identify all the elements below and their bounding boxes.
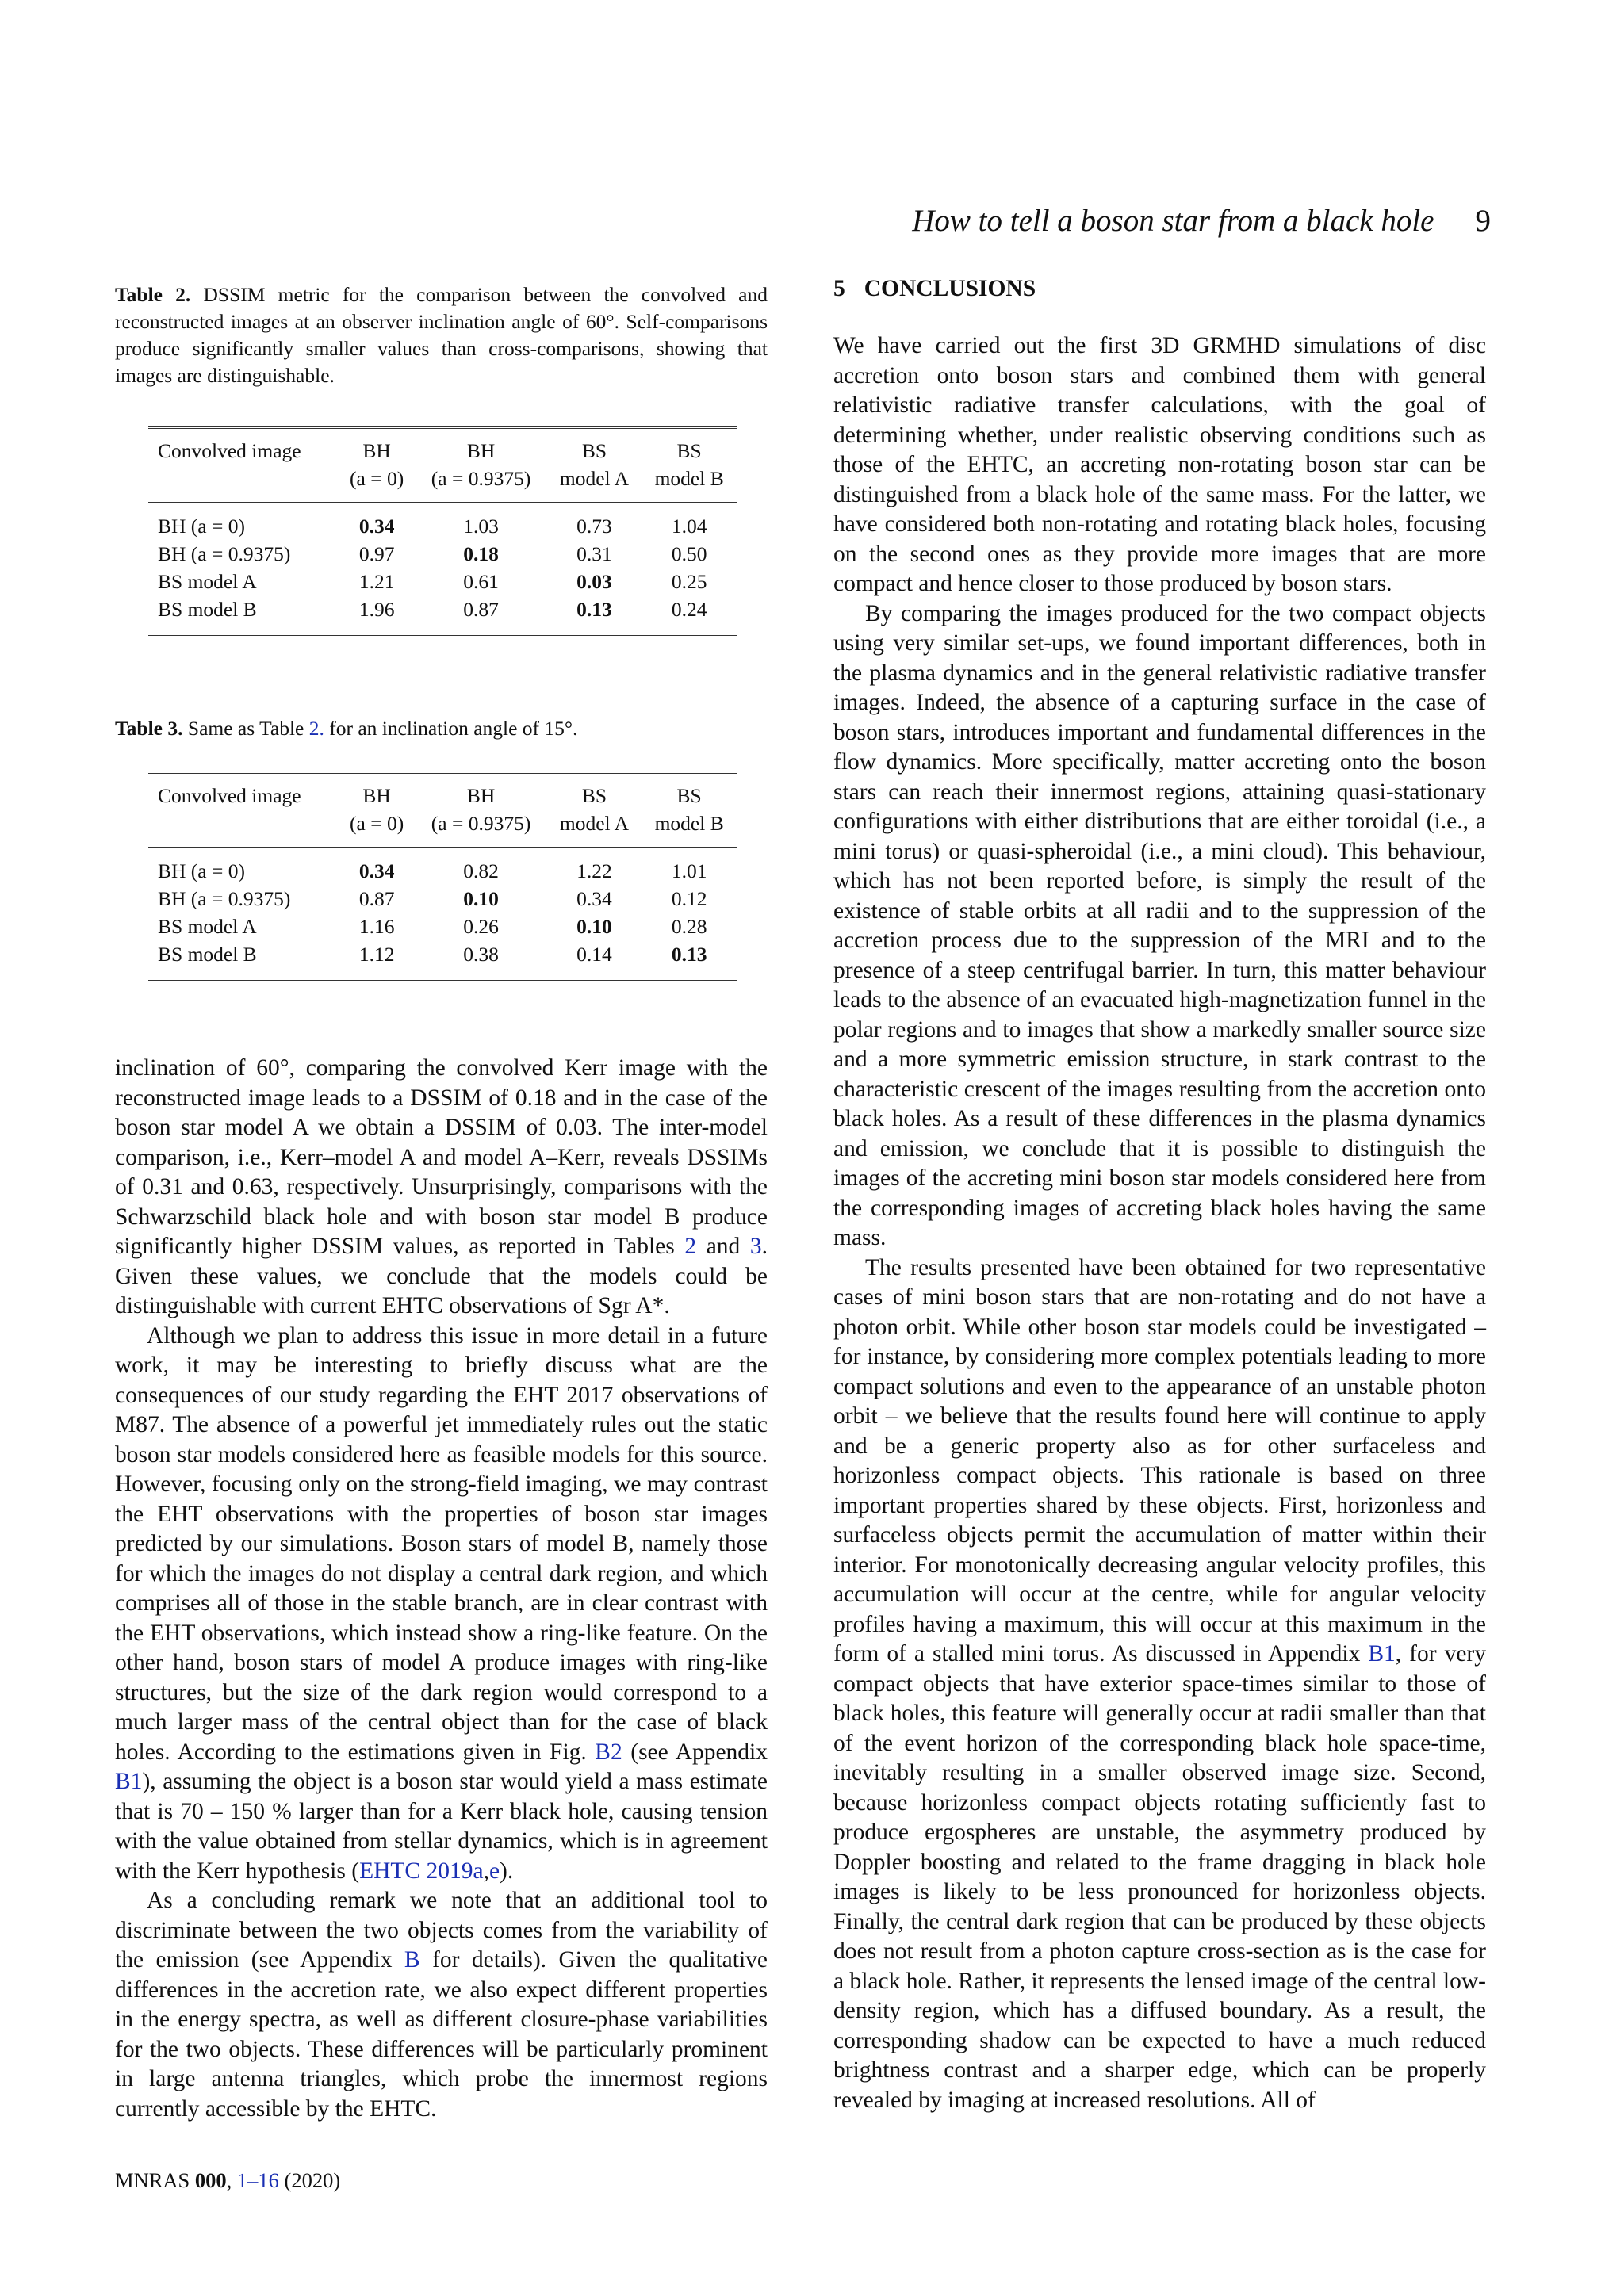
table2-col-header: BH xyxy=(362,439,391,462)
row-label: BH (a = 0.9375) xyxy=(158,887,291,910)
table2-link[interactable]: 2. xyxy=(308,717,324,740)
table-cell: 0.38 xyxy=(463,943,499,966)
table2-caption-label: Table 2. xyxy=(115,283,191,306)
appendix-b-link[interactable]: B xyxy=(404,1947,420,1973)
running-header xyxy=(871,203,1491,243)
table3-col-subheader xyxy=(148,809,339,848)
text-run: inclination of 60°, comparing the convolved Kerr image with the reconstructed image leads to a DSSIM of 0.18 and in the case of the boson star model A we obtain a DSSIM of 0.03. The inter-model comparison, i.e., Kerr–model A and model A–Kerr, reveals DSSIMs of 0.31 and 0.63, respectively. Unsurprisingly, comparisons with the Schwarzschild black hole and with boson star model B produce significantly higher DSSIM values, as reported in Tables xyxy=(115,1055,768,1259)
table3-caption-label: Table 3. xyxy=(115,717,183,740)
table-row xyxy=(148,595,737,634)
table-row xyxy=(148,848,737,886)
table-row xyxy=(148,913,737,940)
paragraph xyxy=(115,1322,768,1887)
table3-header-row2 xyxy=(148,809,737,848)
text-run: (see Appendix xyxy=(622,1739,768,1765)
table-cell: 0.03 xyxy=(576,570,612,593)
table-cell: 1.21 xyxy=(358,570,395,593)
table3-col-subheader: (a = 0.9375) xyxy=(416,809,547,848)
table2-caption-text: DSSIM metric for the comparison between the convolved and reconstructed images at an observer inclination angle of 60°. Self-comparisons produce significantly smaller values than cross-comparisons, showing that images are distinguishable. xyxy=(115,283,768,387)
paragraph xyxy=(115,1054,768,1322)
table3-col-subheader: (a = 0) xyxy=(339,809,416,848)
table-cell: 0.10 xyxy=(463,887,499,910)
table2-col-subheader: model B xyxy=(642,465,737,503)
ehtc-2019a-link[interactable]: EHTC 2019a xyxy=(359,1858,484,1884)
table3 xyxy=(148,771,737,981)
table2-ref-link[interactable]: 2 xyxy=(684,1234,697,1259)
table3-header-row1 xyxy=(148,772,737,809)
table3-caption-pre: Same as Table xyxy=(187,717,309,740)
table3-col-header: BS xyxy=(581,784,607,807)
right-column xyxy=(833,274,1486,2115)
table-cell: 0.34 xyxy=(358,515,395,538)
table2-caption xyxy=(115,281,768,392)
row-label: BS model A xyxy=(158,570,257,593)
figure-b2-link[interactable]: B2 xyxy=(595,1739,622,1765)
table2-col-subheader xyxy=(148,465,339,503)
row-label: BH (a = 0.9375) xyxy=(158,542,291,565)
table-cell: 0.34 xyxy=(358,859,395,882)
journal-volume: 000 xyxy=(194,2168,227,2192)
table-cell: 1.16 xyxy=(358,915,395,938)
section-title: CONCLUSIONS xyxy=(864,276,1036,301)
footer-year: (2020) xyxy=(278,2168,341,2192)
text-run: ), assuming the object is a boson star would yield a mass estimate that is 70 – 150 % larger than for a Kerr black hole, causing tension with the value obtained from stellar dynamics, which is in agreement with the Kerr hypothesis ( xyxy=(115,1769,768,1884)
row-label: BH (a = 0) xyxy=(158,859,245,882)
table-cell: 0.18 xyxy=(463,542,499,565)
table3-caption-post: for an inclination angle of 15°. xyxy=(324,717,578,740)
table2-col-header: BS xyxy=(581,439,607,462)
table-cell: 1.01 xyxy=(671,859,707,882)
table-cell: 0.28 xyxy=(671,915,707,938)
table-cell: 0.12 xyxy=(671,887,707,910)
table-cell: 0.14 xyxy=(576,943,612,966)
table2-col-subheader: (a = 0.9375) xyxy=(416,465,547,503)
table-cell: 0.87 xyxy=(463,598,499,621)
table-cell: 1.96 xyxy=(358,598,395,621)
page-range-link[interactable]: 1–16 xyxy=(236,2168,279,2192)
table3-col-header: BS xyxy=(676,784,702,807)
table-cell: 0.61 xyxy=(463,570,499,593)
text-run: and xyxy=(696,1234,750,1259)
row-label: BH (a = 0) xyxy=(158,515,245,538)
table-cell: 1.03 xyxy=(463,515,499,538)
table-cell: 0.24 xyxy=(671,598,707,621)
text-run: As a concluding remark we note that an additional tool to discriminate between the two objects comes from the variability of the emission (see Appendix xyxy=(115,1888,768,1973)
paragraph xyxy=(833,1253,1486,2116)
table3-col-header: BH xyxy=(362,784,391,807)
table-cell: 0.73 xyxy=(576,515,612,538)
table-cell: 1.22 xyxy=(576,859,612,882)
table2-col-subheader: (a = 0) xyxy=(339,465,416,503)
table-cell: 0.10 xyxy=(576,915,612,938)
table3-caption xyxy=(115,715,768,742)
table3-ref-link[interactable]: 3 xyxy=(749,1234,762,1259)
text-run: The results presented have been obtained for two representative cases of mini boson stars that are non-rotating and do not have a photon orbit. While other boson star models could be investigated – for instance, by considering more complex potentials leading to more compact solutions and even to the appearance of an unstable photon orbit – we believe that the results found here will continue to apply and be a generic property also as for other surfaceless and horizonless compact objects. This rationale is based on three important properties shared by these objects. First, horizonless and surfaceless objects permit the accumulation of matter within their interior. For monotonically decreasing angular velocity profiles, this accumulation will occur at the centre, while for angular velocity profiles having a maximum, this will occur at this maximum in the form of a stalled mini torus. As discussed in Appendix xyxy=(833,1254,1486,1667)
journal-name: MNRAS xyxy=(115,2168,190,2192)
row-label: BS model B xyxy=(158,598,257,621)
table2 xyxy=(148,426,737,636)
text-run: ). xyxy=(500,1858,514,1884)
text-run: Although we plan to address this issue in more detail in a future work, it may be interesting to briefly discuss what are the consequences of our study regarding the EHT 2017 observations of M87. The absence of a powerful jet immediately rules out the static boson star models considered here as feasible models for this source. However, focusing only on the strong-field imaging, we may contrast the EHT observations with the properties of boson star images predicted by our simulations. Boson stars of model B, namely those for which the images do not display a central dark region, and which comprises all of those in the stable branch, are in clear contrast with the EHT observations, which instead show a ring-like feature. On the other hand, boson stars of model A produce images with ring-like structures, but the size of the dark region would correspond to a much larger mass of the central object than for the case of black holes. According to the estimations given in Fig. xyxy=(115,1322,768,1765)
table-cell: 0.50 xyxy=(671,542,707,565)
table-cell: 0.97 xyxy=(358,542,395,565)
row-label: BS model B xyxy=(158,943,257,966)
table-cell: 1.04 xyxy=(671,515,707,538)
table-cell: 0.13 xyxy=(576,598,612,621)
table2-col-header: Convolved image xyxy=(158,439,301,462)
ehtc-2019e-link[interactable]: e xyxy=(488,1858,500,1884)
text-run: . Given these values, we conclude that the models could be distinguishable with current EHTC observations of Sgr A*. xyxy=(115,1234,768,1318)
text-run: , for very compact objects that have exterior space-times similar to those of black holes, this feature will generally occur at radii smaller than that of the event horizon of the corresponding black hole space-time, inevitably resulting in a smaller observed image size. Second, because horizonless compact objects rotating sufficiently fast to produce ergospheres are unstable, the asymmetry produced by Doppler boosting and related to the frame dragging in black hole images is likely to be less pronounced for horizonless objects. Finally, the central dark region that can be produced by these objects does not result from a photon capture cross-section as is the case for a black hole. Rather, it represents the lensed image of the central low-density region, which has a diffused boundary. As a result, the corresponding shadow can be expected to have a much reduced brightness contrast and a sharper edge, which can be properly revealed by imaging at increased resolutions. All of xyxy=(833,1641,1486,2113)
table2-col-header: BH xyxy=(466,439,496,462)
paragraph xyxy=(115,1886,768,2124)
table-cell: 0.34 xyxy=(576,887,612,910)
table2-header-row1 xyxy=(148,427,737,465)
table-row xyxy=(148,503,737,541)
table-row xyxy=(148,568,737,595)
table-cell: 0.13 xyxy=(671,943,707,966)
paragraph: By comparing the images produced for the two compact objects using very similar set-ups, we found important differences, both in the plasma dynamics and in the general relativistic radiative transfer images. Indeed, the absence of a capturing surface in the case of boson stars, introduces important and fundamental differences in the flow dynamics. More specifically, matter accreting onto the boson stars can reach their innermost regions, attaining quasi-stationary configurations with either distributions that are either toroidal (i.e., a mini torus) or quasi-spheroidal (i.e., a mini cloud). This behaviour, which has not been reported before, is simply the result of the existence of stable orbits at all radii and to the suppression of the accretion process due to the suppression of the MRI and to the presence of a steep centrifugal barrier. In turn, this matter behaviour leads to the absence of an evacuated high-magnetization funnel in the polar regions and to images that show a markedly smaller source size and a more symmetric emission structure, in stark contrast to the characteristic crescent of the images resulting from the accretion onto black holes. As a result of these differences in the plasma dynamics and emission, we conclude that it is possible to distinguish the images of the accreting mini boson star models considered here from the corresponding images of accreting black holes having the same mass. xyxy=(833,600,1486,1250)
left-column xyxy=(115,281,768,2124)
footer-sep: , xyxy=(226,2168,237,2192)
footer xyxy=(115,2168,340,2193)
text-run: for details). Given the qualitative differences in the accretion rate, we also expect different properties in the energy spectra, as well as different closure-phase variabilities for the two objects. These differences will be particularly prominent in large antenna triangles, which probe the innermost regions currently accessible by the EHTC. xyxy=(115,1947,768,2122)
table-cell: 0.25 xyxy=(671,570,707,593)
table3-col-header: Convolved image xyxy=(158,784,301,807)
table-cell: 0.87 xyxy=(358,887,395,910)
running-title: How to tell a boson star from a black hole xyxy=(912,204,1434,238)
table-row xyxy=(148,940,737,979)
table-cell: 0.82 xyxy=(463,859,499,882)
table2-header-row2 xyxy=(148,465,737,503)
table-cell: 0.26 xyxy=(463,915,499,938)
text-run: , xyxy=(483,1858,489,1884)
section-number: 5 xyxy=(833,276,845,301)
table2-col-header: BS xyxy=(676,439,702,462)
section-heading xyxy=(833,274,1486,303)
table3-col-subheader: model A xyxy=(547,809,642,848)
paragraph: We have carried out the first 3D GRMHD simulations of disc accretion onto boson stars and combined them with general relativistic radiative transfer calculations, with the goal of determining whether, under realistic observing conditions such as those of the EHTC, an accreting non-rotating boson star can be distinguished from a black hole of the same mass. For the latter, we have considered both non-rotating and rotating black holes, focusing on the second ones as they provide more images that are more compact and hence closer to those produced by boson stars. xyxy=(833,333,1486,596)
table-row xyxy=(148,540,737,568)
row-label: BS model A xyxy=(158,915,257,938)
table3-col-header: BH xyxy=(466,784,496,807)
table3-col-subheader: model B xyxy=(642,809,737,848)
appendix-b1-link[interactable]: B1 xyxy=(1368,1641,1396,1667)
table-row xyxy=(148,885,737,913)
page-number: 9 xyxy=(1475,204,1491,238)
table2-col-subheader: model A xyxy=(547,465,642,503)
left-body-text xyxy=(115,1054,768,2124)
table-cell: 1.12 xyxy=(358,943,395,966)
appendix-b1-link[interactable]: B1 xyxy=(115,1769,143,1794)
table-cell: 0.31 xyxy=(576,542,612,565)
